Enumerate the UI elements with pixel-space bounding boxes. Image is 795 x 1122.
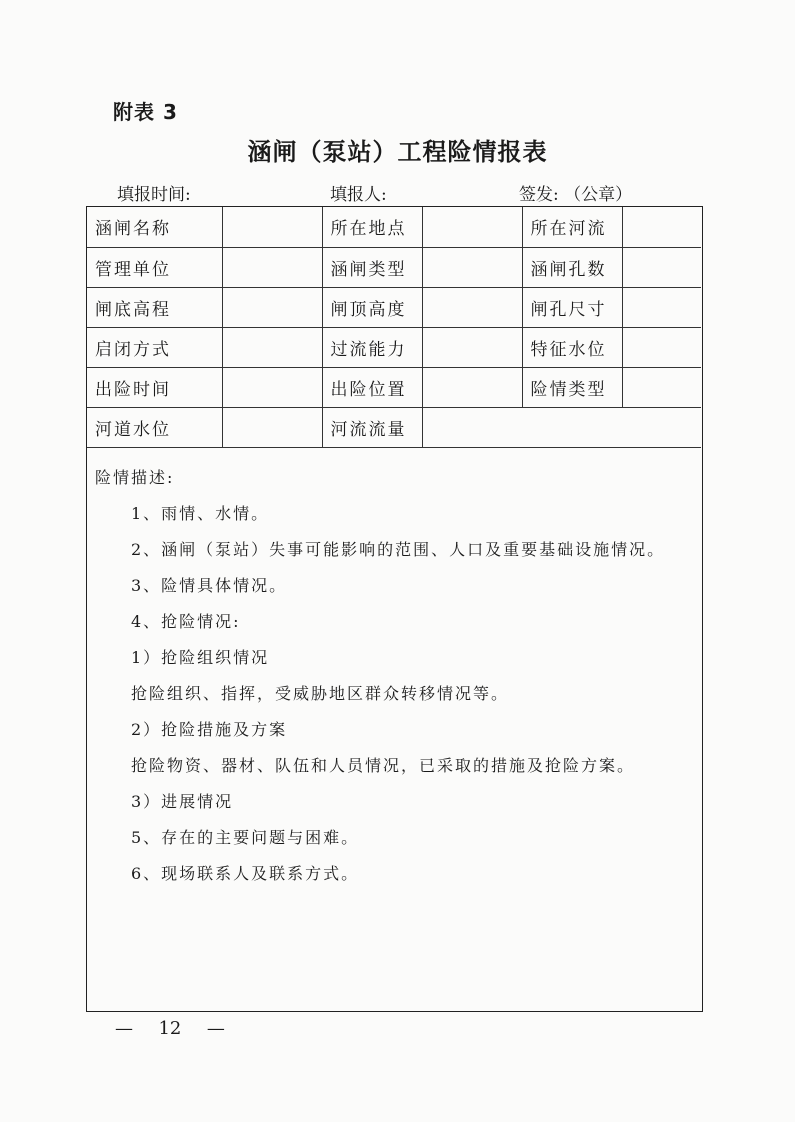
info-table [87,207,701,448]
description-heading: 险情描述: [95,468,175,487]
value-cell [422,247,522,287]
description-text: 抢险组织、指挥，受威胁地区群众转移情况等。 [131,684,510,703]
label-cell: 闸孔尺寸 [522,287,622,327]
table-row [87,407,701,447]
label-cell: 所在地点 [322,207,422,247]
table-row [87,367,701,407]
value-cell [222,407,322,447]
value-cell [422,287,522,327]
value-cell [422,367,522,407]
description-item: 5、存在的主要问题与困难。 [131,828,360,847]
value-cell [422,327,522,367]
footer-dash-left: — [115,1018,133,1039]
label-cell: 河道水位 [87,407,222,447]
description-item: 1、雨情、水情。 [131,504,270,523]
report-time-label: 填报时间: [117,185,191,205]
page-footer [115,1018,225,1039]
description-item: 4、抢险情况: [131,612,241,631]
label-cell: 出险位置 [322,367,422,407]
value-cell [622,207,701,247]
label-cell: 闸顶高度 [322,287,422,327]
description-subitem: 2）抢险措施及方案 [131,720,288,739]
value-cell [622,247,701,287]
description-item: 2、涵闸（泵站）失事可能影响的范围、人口及重要基础设施情况。 [131,540,666,559]
reporter-label: 填报人: [330,185,387,205]
footer-dash-right: — [206,1018,225,1039]
description-subitem: 1）抢险组织情况 [131,648,270,667]
label-cell: 启闭方式 [87,327,222,367]
description-subitem: 3）进展情况 [131,792,234,811]
value-cell [622,287,701,327]
table-row [87,287,701,327]
table-row [87,247,701,287]
label-cell: 险情类型 [522,367,622,407]
value-cell [622,367,701,407]
label-cell: 出险时间 [87,367,222,407]
report-form [86,206,703,1012]
value-cell [222,287,322,327]
label-cell: 所在河流 [522,207,622,247]
label-cell: 闸底高程 [87,287,222,327]
label-cell: 管理单位 [87,247,222,287]
form-title: 涵闸（泵站）工程险情报表 [247,138,548,166]
value-cell [222,327,322,367]
appendix-label: 附表 3 [113,100,178,124]
value-cell [222,247,322,287]
description-text: 抢险物资、器材、队伍和人员情况，已采取的措施及抢险方案。 [131,756,636,775]
value-cell [222,207,322,247]
value-cell [422,407,701,447]
label-cell: 过流能力 [322,327,422,367]
value-cell [622,327,701,367]
table-row [87,207,701,247]
label-cell: 河流流量 [322,407,422,447]
label-cell: 涵闸孔数 [522,247,622,287]
table-row [87,327,701,367]
description-item: 3、险情具体情况。 [131,576,288,595]
value-cell [222,367,322,407]
value-cell [422,207,522,247]
description-item: 6、现场联系人及联系方式。 [131,864,360,883]
page-number: 12 [158,1018,182,1039]
label-cell: 涵闸类型 [322,247,422,287]
label-cell: 涵闸名称 [87,207,222,247]
label-cell: 特征水位 [522,327,622,367]
signoff-label: 签发: （公章） [519,185,633,205]
